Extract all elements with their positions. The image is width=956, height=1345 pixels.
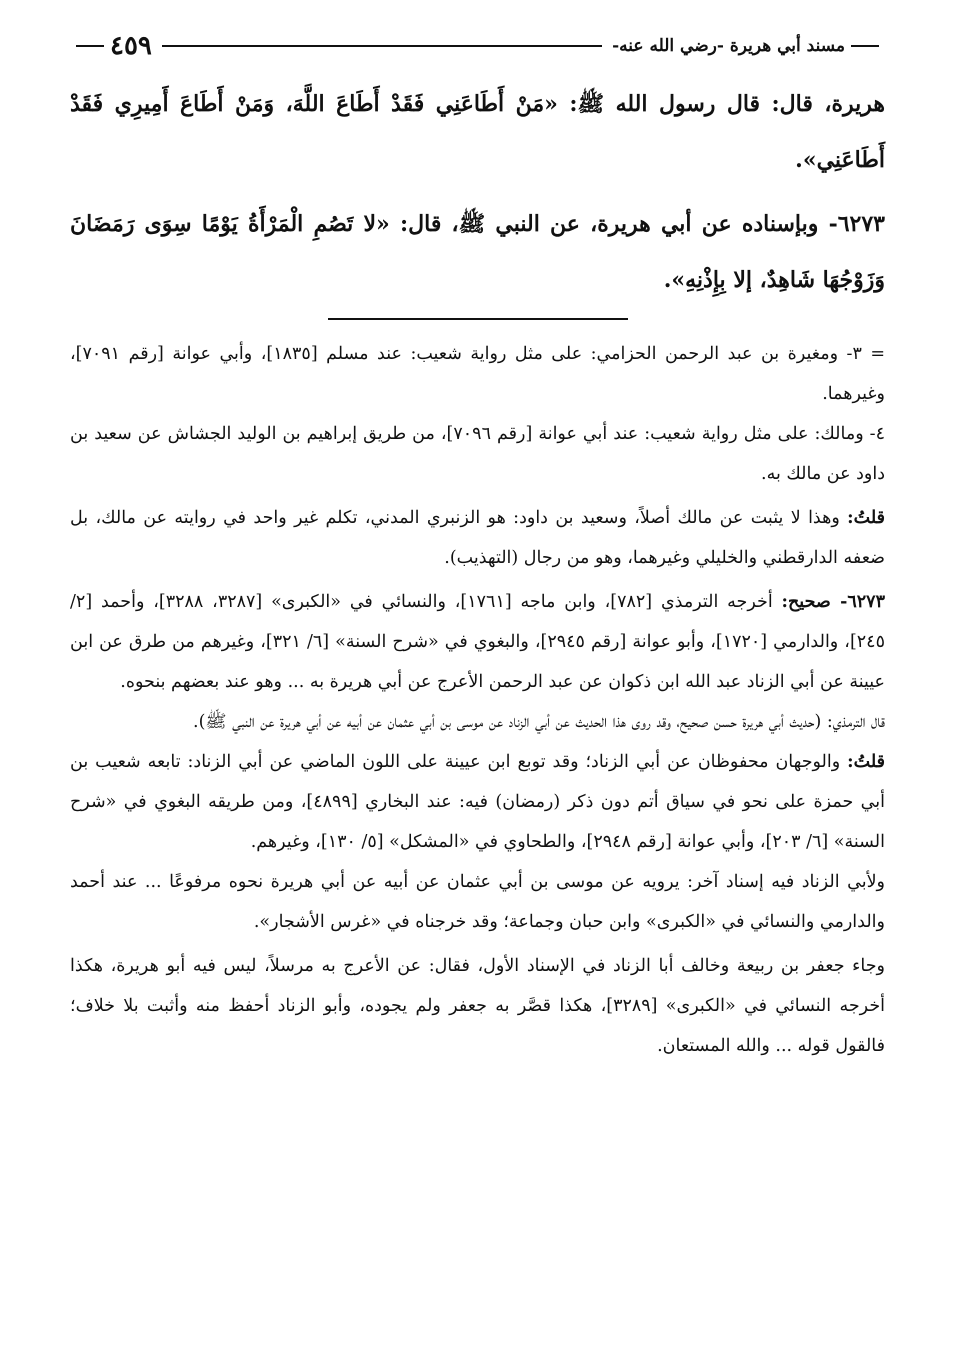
note-takhrij-6273 xyxy=(70,582,885,702)
hadith-text: وبإسناده عن أبي هريرة، عن النبي ﷺ، قال: «لا تَصُمِ الْمَرْأَةُ يَوْمًا سِوَى رَمَضَانَ وَزَوْجُهَا شَاهِدٌ، إلا بِإِذْنِهِ». xyxy=(70,211,885,293)
note-qultu-2 xyxy=(70,742,885,862)
note-text: وهذا لا يثبت عن مالك أصلاً، وسعيد بن داود: هو الزنبري المدني، تكلم غير واحد في روايته عن مالك، بل ضعفه الدارقطني والخليلي وغيرهما، وهو من رجال (التهذيب). xyxy=(70,508,885,568)
header-rule xyxy=(162,45,602,47)
note-mughira: = ٣- ومغيرة بن عبد الرحمن الحزامي: على مثل رواية شعيب: عند مسلم [١٨٣٥]، وأبي عوانة [رقم ٧٠٩١]، وغيرهما. xyxy=(70,344,885,404)
page-number: ٤٥٩ xyxy=(110,31,152,61)
main-text xyxy=(70,76,885,308)
note-lead: قلتُ: xyxy=(847,508,885,528)
hadith-6273 xyxy=(70,196,885,308)
page xyxy=(70,26,885,1066)
hadith-continuation: هريرة، قال: قال رسول الله ﷺ: «مَنْ أَطَاعَنِي فَقَدْ أَطَاعَ اللَّهَ، وَمَنْ أَطَاعَ أَمِيرِي فَقَدْ أَطَاعَنِي». xyxy=(70,91,885,173)
note-text: أخرجه الترمذي [٧٨٢]، وابن ماجه [١٧٦١]، والنسائي في «الكبرى» [٣٢٨٧، ٣٢٨٨]، وأحمد [٢/ ٢٤٥]، والدارمي [١٧٢٠]، وأبو عوانة [رقم ٢٩٤٥]، والبغوي في «شرح السنة» [٦/ ٣٢١]، وغيرهم من طرق عن ابن عيينة عن أبي الزناد عبد الله ابن ذكوان عن عبد الرحمن الأعرج عن أبي هريرة به ... وهو عند بعضهم بنحوه. xyxy=(70,592,885,692)
note-malik: ٤- ومالك: على مثل رواية شعيب: عند أبي عوانة [رقم ٧٠٩٦]، من طريق إبراهيم بن الوليد الجشاش عن سعيد بن داود عن مالك به. xyxy=(70,424,885,484)
footnote-separator xyxy=(328,318,628,320)
header-dash xyxy=(851,45,879,47)
footnotes xyxy=(70,334,885,1066)
note-jafar: وجاء جعفر بن ربيعة وخالف أبا الزناد في الإسناد الأول، فقال: عن الأعرج به مرسلاً، ليس فيه أبو هريرة، هكذا أخرجه النسائي في «الكبرى» [٣٢٨٩]، هكذا قصَّر به جعفر ولم يجوده، وأبو الزناد أحفظ منه وأثبت بلا خلاف؛ فالقول قوله ... والله المستعان. xyxy=(70,956,885,1056)
running-head xyxy=(70,26,885,66)
note-lead: قلتُ: xyxy=(847,752,885,772)
note-qultu-1 xyxy=(70,498,885,578)
note-other-isnad: ولأبي الزناد فيه إسناد آخر: يرويه عن موسى بن أبي عثمان عن أبيه عن أبي هريرة نحوه مرفوعًا ... عند أحمد والدارمي والنسائي في «الكبرى» وابن حبان وجماعة؛ وقد خرجناه في «غرس الأشجار». xyxy=(70,872,885,932)
hadith-number: ٦٢٧٣- xyxy=(828,211,885,237)
note-text: والوجهان محفوظان عن أبي الزناد؛ وقد توبع ابن عيينة على اللون الماضي عن أبي الزناد: تابعه شعيب بن أبي حمزة على نحو في سياق أتم دون ذكر (رمضان) فيه: عند البخاري [٤٨٩٩]، ومن طريقه البغوي في «شرح السنة» [٦/ ٢٠٣]، وأبي عوانة [رقم ٢٩٤٨]، والطحاوي في «المشكل» [٥/ ١٣٠]، وغيرهم. xyxy=(70,752,885,852)
note-tirmidhi: قال الترمذي: (حديث أبي هريرة حسن صحيح، وقد روى هذا الحديث عن أبي الزناد عن موسى بن أبي عثمان عن أبيه عن أبي هريرة عن النبي ﷺ). xyxy=(193,712,885,732)
note-lead: ٦٢٧٣- صحيح: xyxy=(781,592,885,612)
running-title: مسند أبي هريرة -رضي الله عنه- xyxy=(612,36,845,56)
header-dash-end xyxy=(76,45,104,47)
